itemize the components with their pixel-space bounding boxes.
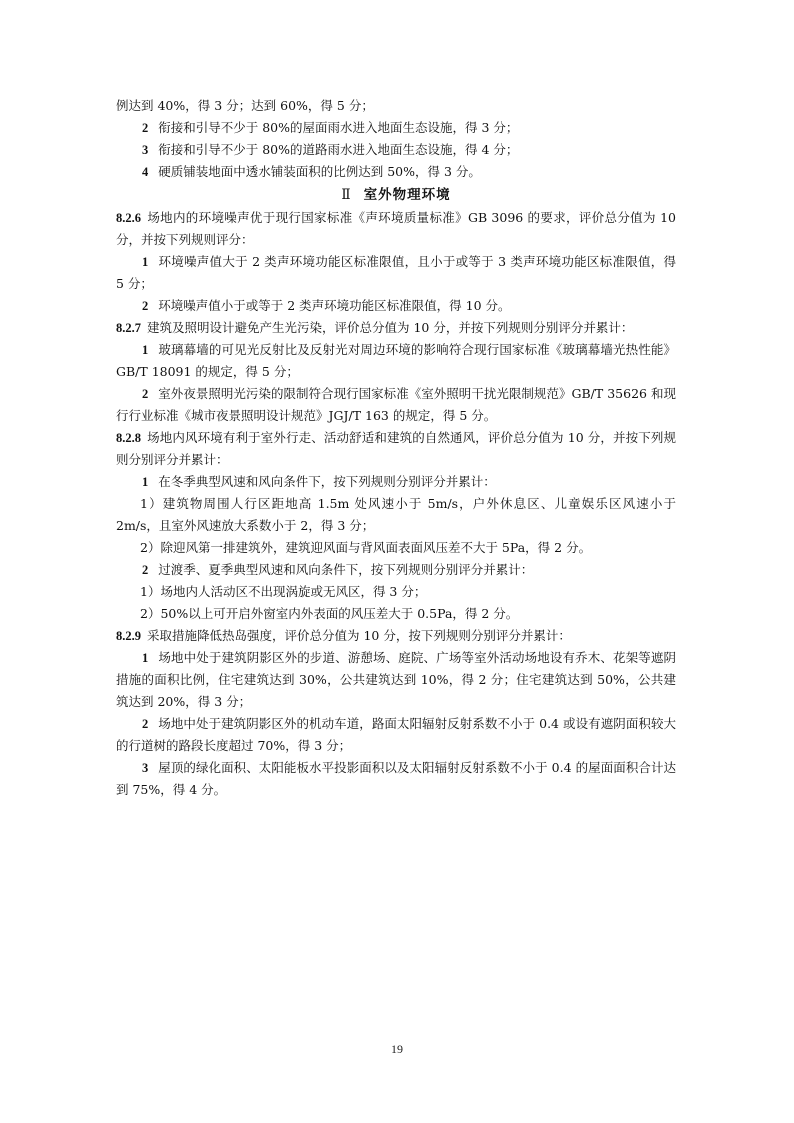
item-text: 场地中处于建筑阴影区外的步道、游憩场、庭院、广场等室外活动场地设有乔木、花架等遮阴措施的面积比例，住宅建筑达到 30%，公共建筑达到 10%，得 2 分；住宅建筑达到 50%，公共建筑达到 20%，得 3 分； xyxy=(116,650,676,709)
section-title: 室外物理环境 xyxy=(363,187,451,203)
item-number: 1 xyxy=(142,255,149,269)
list-item xyxy=(116,295,676,317)
item-text: 玻璃幕墙的可见光反射比及反射光对周边环境的影响符合现行国家标准《玻璃幕墙光热性能》GB/T 18091 的规定，得 5 分； xyxy=(116,342,676,379)
list-item xyxy=(116,339,676,383)
item-number: 3 xyxy=(142,143,149,157)
item-text: 环境噪声值大于 2 类声环境功能区标准限值，且小于或等于 3 类声环境功能区标准限值，得 5 分； xyxy=(116,254,676,291)
sub-item: 1）场地内人活动区不出现涡旋或无风区，得 3 分； xyxy=(140,584,427,599)
clause-8-2-9 xyxy=(116,625,676,647)
sub-item: 2）除迎风第一排建筑外，建筑迎风面与背风面表面风压差不大于 5Pa，得 2 分。 xyxy=(140,540,592,555)
item-text: 室外夜景照明光污染的限制符合现行国家标准《室外照明干扰光限制规范》GB/T 35626 和现行行业标准《城市夜景照明设计规范》JGJ/T 163 的规定，得 5 分。 xyxy=(116,386,676,423)
clause-number: 8.2.8 xyxy=(116,431,141,445)
section-roman-numeral: Ⅱ xyxy=(341,187,352,202)
clause-number: 8.2.6 xyxy=(116,211,141,225)
clause-8-2-8 xyxy=(116,427,676,471)
clause-8-2-6 xyxy=(116,207,676,251)
item-text: 在冬季典型风速和风向条件下，按下列规则分别评分并累计： xyxy=(158,474,496,489)
list-item xyxy=(116,713,676,757)
item-number: 1 xyxy=(142,343,149,357)
list-item xyxy=(116,161,676,183)
item-text: 硬质铺装地面中透水铺装面积的比例达到 50%，得 3 分。 xyxy=(158,164,481,179)
item-text: 环境噪声值小于或等于 2 类声环境功能区标准限值，得 10 分。 xyxy=(158,298,511,313)
item-number: 2 xyxy=(142,121,149,135)
list-item xyxy=(116,251,676,295)
clause-text: 采取措施降低热岛强度，评价总分值为 10 分，按下列规则分别评分并累计： xyxy=(147,628,571,643)
item-number: 2 xyxy=(142,299,149,313)
list-item xyxy=(116,559,676,581)
section-heading xyxy=(116,183,676,207)
item-text: 衔接和引导不少于 80%的道路雨水进入地面生态设施，得 4 分； xyxy=(158,142,519,157)
item-text: 衔接和引导不少于 80%的屋面雨水进入地面生态设施，得 3 分； xyxy=(158,120,519,135)
item-number: 2 xyxy=(142,387,149,401)
item-number: 2 xyxy=(142,717,149,731)
sub-item: 1）建筑物周围人行区距地高 1.5m 处风速小于 5m/s，户外休息区、儿童娱乐区风速小于 2m/s，且室外风速放大系数小于 2，得 3 分； xyxy=(116,496,676,533)
item-number: 4 xyxy=(142,165,149,179)
item-number: 3 xyxy=(142,761,149,775)
clause-number: 8.2.7 xyxy=(116,321,141,335)
item-text: 屋顶的绿化面积、太阳能板水平投影面积以及太阳辐射反射系数不小于 0.4 的屋面面积合计达到 75%，得 4 分。 xyxy=(116,760,676,797)
continued-line: 例达到 40%，得 3 分；达到 60%，得 5 分； xyxy=(116,98,374,113)
clause-text: 场地内风环境有利于室外行走、活动舒适和建筑的自然通风，评价总分值为 10 分，并按下列规则分别评分并累计： xyxy=(116,430,676,467)
list-item xyxy=(116,471,676,493)
list-item xyxy=(116,139,676,161)
sub-item: 2）50%以上可开启外窗室内外表面的风压差大于 0.5Pa，得 2 分。 xyxy=(140,606,519,621)
clause-text: 建筑及照明设计避免产生光污染，评价总分值为 10 分，并按下列规则分别评分并累计： xyxy=(147,320,634,335)
item-number: 2 xyxy=(142,563,149,577)
page-body xyxy=(116,95,676,801)
item-number: 1 xyxy=(142,651,149,665)
clause-8-2-7 xyxy=(116,317,676,339)
list-item xyxy=(116,383,676,427)
clause-text: 场地内的环境噪声优于现行国家标准《声环境质量标准》GB 3096 的要求，评价总分值为 10 分，并按下列规则评分： xyxy=(116,210,676,247)
item-text: 场地中处于建筑阴影区外的机动车道，路面太阳辐射反射系数不小于 0.4 或设有遮阴面积较大的行道树的路段长度超过 70%，得 3 分； xyxy=(116,716,676,753)
item-text: 过渡季、夏季典型风速和风向条件下，按下列规则分别评分并累计： xyxy=(158,562,534,577)
page-number: 19 xyxy=(391,1042,403,1056)
clause-number: 8.2.9 xyxy=(116,629,141,643)
list-item xyxy=(116,647,676,713)
list-item xyxy=(116,117,676,139)
item-number: 1 xyxy=(142,475,149,489)
list-item xyxy=(116,757,676,801)
